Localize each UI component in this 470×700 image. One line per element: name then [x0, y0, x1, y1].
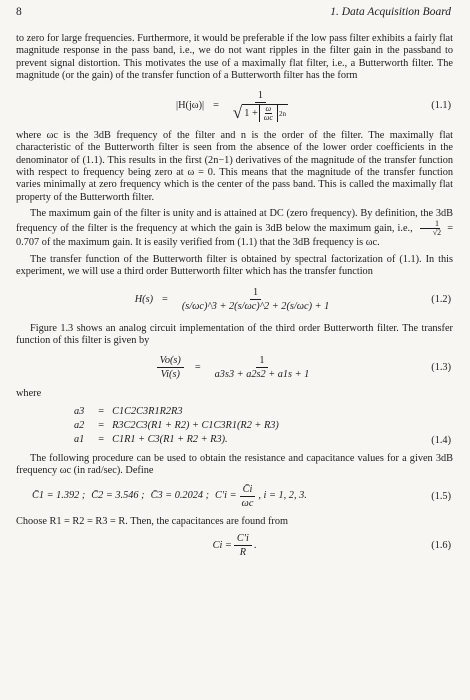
- coef-a3-lhs: a3: [74, 406, 85, 418]
- eq4-tag: (1.4): [431, 434, 451, 446]
- eq3-lhs-den: Vi(s): [160, 368, 180, 380]
- page-header: [16, 6, 451, 22]
- equation-1-1: [16, 85, 453, 127]
- eq5-ci-lhs: C′i =: [215, 490, 237, 502]
- eq1-inner-fraction: [263, 105, 274, 122]
- eq3-lhs-fraction: [157, 355, 184, 381]
- coefficient-table: [74, 405, 285, 447]
- eq6-lhs: Ci =: [212, 539, 232, 551]
- eq2-rel: =: [162, 294, 168, 305]
- running-title: 1. Data Acquisition Board: [330, 6, 451, 18]
- coef-a2-lhs: a2: [74, 420, 85, 432]
- eq2-lhs: H(s): [134, 294, 154, 305]
- eq1-tag: (1.1): [431, 100, 451, 112]
- equation-1-3: [16, 351, 453, 385]
- eq6-tag: (1.6): [431, 539, 451, 551]
- equation-1-2: [16, 281, 453, 319]
- eq1-fraction: [230, 90, 291, 122]
- eq3-tag: (1.3): [431, 361, 451, 373]
- eq5-fraction: [239, 484, 257, 510]
- eq6-fraction: [234, 533, 252, 559]
- coef-row: [74, 419, 285, 433]
- eq3-denominator: a3s3 + a2s2 + a1s + 1: [214, 368, 310, 380]
- eq6-den: R: [239, 546, 246, 558]
- eq6-num: C′i: [234, 533, 252, 546]
- eq3-fraction: [212, 355, 313, 381]
- eq1-rel: =: [213, 100, 219, 112]
- eq6-tail: .: [253, 539, 257, 551]
- paragraph-6: where: [16, 387, 42, 399]
- eq1-inner-num: ω: [265, 104, 272, 114]
- coef-a1-rhs: C1R1 + C3(R1 + R2 + R3).: [112, 434, 228, 446]
- paragraph-2: where ωc is the 3dB frequency of the filter and n is the order of the filter. The maximally flat characteristic of the Butterworth filter is seen from the absence of the lower order coefficients in the denominator of (1.1). This results in the first (2n−1) derivatives of the magnitude of the transfer function with respect to frequency being zero at ω = 0. This means that the magnitude of the transfer function varies minimally at zero frequency which is the center of the pass band. This is called the maximally flat property of the Butterworth filter.: [16, 130, 453, 203]
- eq5-num: C̄i: [240, 484, 256, 497]
- coef-a2-rel: =: [98, 420, 105, 432]
- page-number: 8: [16, 6, 22, 18]
- coef-row: [74, 405, 285, 419]
- paragraph-1: to zero for large frequencies. Furthermore, it would be preferable if the low pass filter exhibits a fairly flat magnitude response in the pass band, i.e., we do not want ripples in the filter gain in the passband to prevent signal distortion. This motivates the use of a maximally flat filter, i.e., a Butterworth filter. The magnitude (or the gain) of the transfer function of a Butterworth filter has the form: [16, 33, 453, 81]
- equation-1-5: [16, 481, 453, 513]
- body-text: [16, 33, 453, 564]
- paragraph-3b: = 0.707 of the maximum gain. It is easily verified from (1.1) that the 3dB frequency is ωc.: [16, 223, 454, 249]
- coef-a2-rhs: R3C2C3(R1 + R2) + C1C3R1(R2 + R3): [112, 420, 279, 432]
- eq5-tail: , i = 1, 2, 3.: [258, 490, 307, 502]
- paragraph-3a: The maximum gain of the filter is unity and is attained at DC (zero frequency). By definition, the 3dB frequency of the filter is the frequency at which the gain is 3dB below the maximum gain, i.e.,: [16, 207, 453, 235]
- eq2-tag: (1.2): [431, 294, 451, 306]
- coef-a3-rel: =: [98, 406, 105, 418]
- eq3-lhs-num: Vo(s): [157, 355, 184, 368]
- paragraph-8: Choose R1 = R2 = R3 = R. Then, the capacitances are found from: [16, 515, 289, 527]
- eq1-inner-den: ωc: [263, 113, 273, 123]
- coef-row: [74, 433, 285, 447]
- equation-1-4: [16, 403, 453, 449]
- eq1-denominator: [230, 103, 291, 122]
- coef-a1-rel: =: [98, 434, 105, 446]
- eq2-numerator: 1: [250, 287, 261, 300]
- eq1-lhs: |H(jω)|: [176, 100, 205, 112]
- coef-a3-rhs: C1C2C3R1R2R3: [112, 406, 183, 418]
- sqrt2-frac-num: 1: [420, 220, 440, 229]
- eq5-c1: C̄1 = 1.392 ;: [32, 490, 86, 502]
- coef-a1-lhs: a1: [74, 434, 85, 446]
- eq5-c3: C̄3 = 0.2024 ;: [150, 490, 210, 502]
- eq3-numerator: 1: [256, 355, 267, 368]
- eq5-c2: C̄2 = 3.546 ;: [91, 490, 145, 502]
- eq2-fraction: [179, 287, 332, 313]
- paragraph-4: The transfer function of the Butterworth filter is obtained by spectral factorization of (1.1). In this experiment, we will use a third order Butterworth filter which has the transfer function: [16, 253, 453, 277]
- sqrt2-frac-den: √2: [432, 228, 442, 238]
- eq3-rel: =: [194, 361, 201, 373]
- eq5-den: ωc: [241, 497, 254, 509]
- paragraph-7: The following procedure can be used to obtain the resistance and capacitance values for a given 3dB frequency ωc (in rad/sec). Define: [16, 453, 453, 477]
- eq2-denominator: (s/ωc)^3 + 2(s/ωc)^2 + 2(s/ωc) + 1: [181, 301, 330, 313]
- paragraph-3: [16, 208, 453, 250]
- eq1-den-pre: 1 +: [244, 107, 258, 119]
- sqrt-sign: √ 1 + $\frac{\omega}{\omega c}$ 2n: [232, 103, 286, 123]
- one-over-sqrt2: [418, 220, 442, 237]
- eq1-numerator: 1: [255, 90, 266, 103]
- eq5-tag: (1.5): [431, 490, 451, 502]
- paragraph-5: Figure 1.3 shows an analog circuit implementation of the third order Butterworth filter. The transfer function of this filter is given by: [16, 323, 453, 347]
- equation-1-6: [16, 531, 453, 561]
